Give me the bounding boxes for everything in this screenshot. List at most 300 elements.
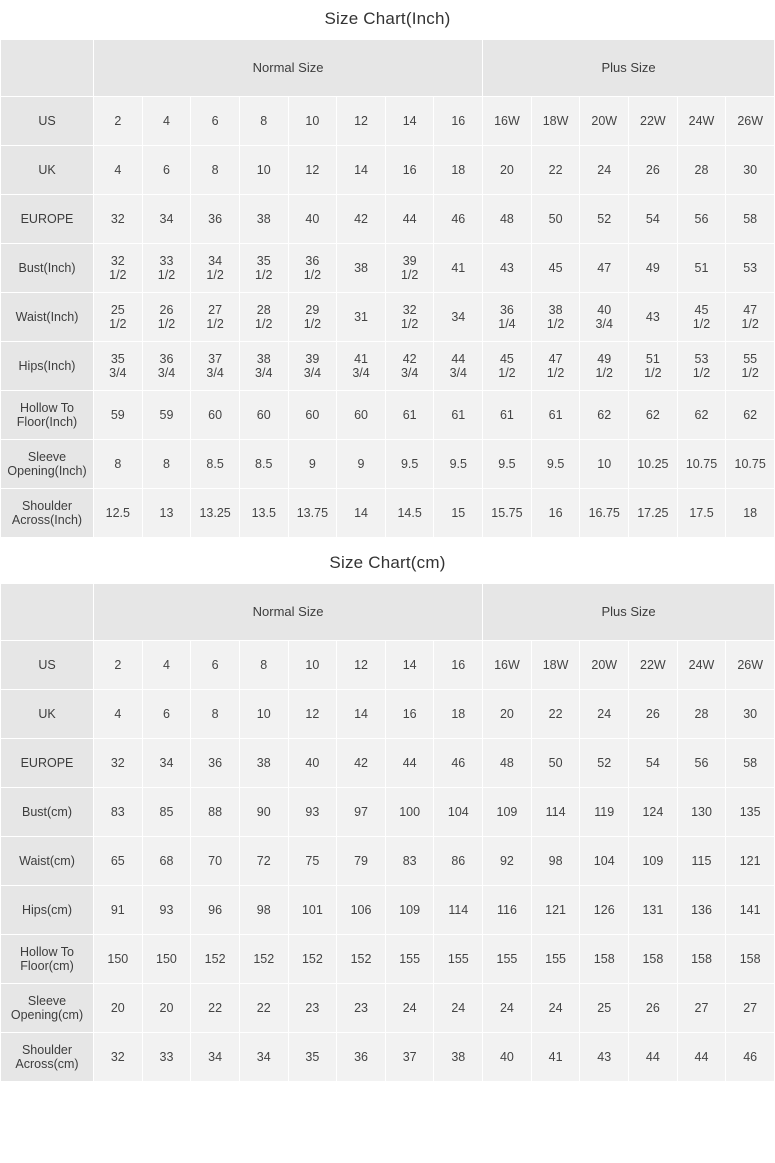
table-cell: 36 1/4 bbox=[483, 293, 532, 342]
table-cell: 62 bbox=[580, 391, 629, 440]
table-cell: 39 3/4 bbox=[288, 342, 337, 391]
table-cell: 8.5 bbox=[239, 440, 288, 489]
row-header: Hollow To Floor(cm) bbox=[1, 935, 94, 984]
table-cell: 37 3/4 bbox=[191, 342, 240, 391]
table-cell: 61 bbox=[434, 391, 483, 440]
table-cell: 8 bbox=[191, 146, 240, 195]
table-cell: 9.5 bbox=[531, 440, 580, 489]
table-cell: 40 bbox=[483, 1033, 532, 1082]
row-header: UK bbox=[1, 690, 94, 739]
table-cell: 16 bbox=[385, 690, 434, 739]
table-cell: 58 bbox=[726, 739, 775, 788]
row-header: Sleeve Opening(Inch) bbox=[1, 440, 94, 489]
table-cell: 43 bbox=[629, 293, 678, 342]
table-cell: 18W bbox=[531, 641, 580, 690]
table-cell: 36 bbox=[337, 1033, 386, 1082]
table-cell: 126 bbox=[580, 886, 629, 935]
table-cell: 26W bbox=[726, 641, 775, 690]
table-cell: 98 bbox=[531, 837, 580, 886]
table-cell: 60 bbox=[191, 391, 240, 440]
table-cell: 124 bbox=[629, 788, 678, 837]
table-cell: 12.5 bbox=[94, 489, 143, 538]
table-cell: 56 bbox=[677, 739, 726, 788]
table-cell: 4 bbox=[142, 641, 191, 690]
table-cell: 39 1/2 bbox=[385, 244, 434, 293]
table-cell: 97 bbox=[337, 788, 386, 837]
table-cell: 26 1/2 bbox=[142, 293, 191, 342]
table-cell: 115 bbox=[677, 837, 726, 886]
table-cell: 42 bbox=[337, 195, 386, 244]
table-cell: 59 bbox=[94, 391, 143, 440]
row-header: Waist(cm) bbox=[1, 837, 94, 886]
table-cell: 109 bbox=[483, 788, 532, 837]
table-cell: 60 bbox=[337, 391, 386, 440]
table-cell: 8 bbox=[142, 440, 191, 489]
table-cell: 47 1/2 bbox=[531, 342, 580, 391]
table-cell: 158 bbox=[580, 935, 629, 984]
table-cell: 98 bbox=[239, 886, 288, 935]
table-cell: 131 bbox=[629, 886, 678, 935]
table-cell: 36 3/4 bbox=[142, 342, 191, 391]
table-cell: 32 1/2 bbox=[385, 293, 434, 342]
table-cell: 33 1/2 bbox=[142, 244, 191, 293]
table-cell: 34 bbox=[191, 1033, 240, 1082]
table-cell: 27 1/2 bbox=[191, 293, 240, 342]
table-cell: 25 1/2 bbox=[94, 293, 143, 342]
table-cell: 30 bbox=[726, 146, 775, 195]
table-cell: 33 bbox=[142, 1033, 191, 1082]
table-cell: 114 bbox=[434, 886, 483, 935]
table-cell: 34 bbox=[239, 1033, 288, 1082]
table-cell: 42 3/4 bbox=[385, 342, 434, 391]
table-row bbox=[1, 935, 775, 984]
table-cell: 14 bbox=[385, 641, 434, 690]
table-cell: 41 bbox=[531, 1033, 580, 1082]
table-cell: 51 1/2 bbox=[629, 342, 678, 391]
table-row bbox=[1, 489, 775, 538]
table-cell: 14.5 bbox=[385, 489, 434, 538]
table-cell: 24W bbox=[677, 641, 726, 690]
table-cell: 18 bbox=[434, 146, 483, 195]
table-cell: 10.75 bbox=[726, 440, 775, 489]
table-cell: 35 3/4 bbox=[94, 342, 143, 391]
table-cell: 9.5 bbox=[434, 440, 483, 489]
table-cell: 51 bbox=[677, 244, 726, 293]
table-cell: 14 bbox=[337, 690, 386, 739]
table-cell: 13.5 bbox=[239, 489, 288, 538]
table-cell: 83 bbox=[385, 837, 434, 886]
table-cell: 86 bbox=[434, 837, 483, 886]
table-cell: 22 bbox=[531, 146, 580, 195]
table-cell: 24 bbox=[483, 984, 532, 1033]
table-row bbox=[1, 739, 775, 788]
table-cell: 26 bbox=[629, 984, 678, 1033]
table-cell: 152 bbox=[239, 935, 288, 984]
table-cell: 40 bbox=[288, 195, 337, 244]
table-cell: 93 bbox=[288, 788, 337, 837]
table-cell: 24W bbox=[677, 97, 726, 146]
table-cell: 32 bbox=[94, 1033, 143, 1082]
table-cell: 158 bbox=[726, 935, 775, 984]
table-cell: 12 bbox=[288, 690, 337, 739]
table-cell: 20 bbox=[483, 690, 532, 739]
table-cell: 116 bbox=[483, 886, 532, 935]
table-row bbox=[1, 837, 775, 886]
table-cell: 8 bbox=[239, 97, 288, 146]
table-cell: 44 bbox=[385, 195, 434, 244]
table-cell: 4 bbox=[142, 97, 191, 146]
table-cell: 37 bbox=[385, 1033, 434, 1082]
table-cell: 16.75 bbox=[580, 489, 629, 538]
table-cell: 16 bbox=[434, 641, 483, 690]
table-cell: 22 bbox=[239, 984, 288, 1033]
table-cell: 109 bbox=[629, 837, 678, 886]
table-cell: 22 bbox=[531, 690, 580, 739]
table-group-header-row bbox=[1, 40, 775, 97]
table-cell: 152 bbox=[337, 935, 386, 984]
table-row bbox=[1, 690, 775, 739]
table-cell: 47 1/2 bbox=[726, 293, 775, 342]
table-cell: 10 bbox=[239, 690, 288, 739]
table-cell: 60 bbox=[288, 391, 337, 440]
table-cell: 61 bbox=[531, 391, 580, 440]
table-cell: 41 3/4 bbox=[337, 342, 386, 391]
row-header: EUROPE bbox=[1, 739, 94, 788]
row-header: Shoulder Across(Inch) bbox=[1, 489, 94, 538]
table-cell: 68 bbox=[142, 837, 191, 886]
size-chart-table bbox=[0, 39, 775, 538]
table-cell: 12 bbox=[288, 146, 337, 195]
table-row bbox=[1, 293, 775, 342]
row-header: UK bbox=[1, 146, 94, 195]
table-cell: 40 3/4 bbox=[580, 293, 629, 342]
table-cell: 34 1/2 bbox=[191, 244, 240, 293]
table-cell: 23 bbox=[337, 984, 386, 1033]
table-cell: 45 1/2 bbox=[483, 342, 532, 391]
row-header: Waist(Inch) bbox=[1, 293, 94, 342]
table-cell: 9.5 bbox=[483, 440, 532, 489]
table-cell: 54 bbox=[629, 739, 678, 788]
table-cell: 18 bbox=[726, 489, 775, 538]
row-header: Bust(Inch) bbox=[1, 244, 94, 293]
table-cell: 25 bbox=[580, 984, 629, 1033]
table-cell: 24 bbox=[580, 146, 629, 195]
table-cell: 155 bbox=[483, 935, 532, 984]
table-row bbox=[1, 342, 775, 391]
table-cell: 42 bbox=[337, 739, 386, 788]
table-cell: 27 bbox=[726, 984, 775, 1033]
table-cell: 31 bbox=[337, 293, 386, 342]
table-cell: 70 bbox=[191, 837, 240, 886]
table-cell: 114 bbox=[531, 788, 580, 837]
table-cell: 59 bbox=[142, 391, 191, 440]
table-cell: 62 bbox=[726, 391, 775, 440]
table-cell: 20 bbox=[142, 984, 191, 1033]
row-header: Shoulder Across(cm) bbox=[1, 1033, 94, 1082]
table-cell: 61 bbox=[385, 391, 434, 440]
table-cell: 24 bbox=[580, 690, 629, 739]
table-cell: 20 bbox=[94, 984, 143, 1033]
table-cell: 9 bbox=[337, 440, 386, 489]
table-cell: 14 bbox=[337, 146, 386, 195]
table-cell: 4 bbox=[94, 146, 143, 195]
table-row bbox=[1, 440, 775, 489]
table-cell: 10 bbox=[239, 146, 288, 195]
table-cell: 23 bbox=[288, 984, 337, 1033]
table-cell: 46 bbox=[434, 195, 483, 244]
table-cell: 13 bbox=[142, 489, 191, 538]
table-cell: 28 bbox=[677, 690, 726, 739]
table-row bbox=[1, 984, 775, 1033]
table-corner-cell bbox=[1, 40, 94, 97]
table-cell: 12 bbox=[337, 97, 386, 146]
table-cell: 65 bbox=[94, 837, 143, 886]
table-row bbox=[1, 1033, 775, 1082]
table-group-header: Normal Size bbox=[94, 40, 483, 97]
row-header: Hips(cm) bbox=[1, 886, 94, 935]
table-cell: 45 bbox=[531, 244, 580, 293]
table-cell: 22W bbox=[629, 641, 678, 690]
table-cell: 20W bbox=[580, 97, 629, 146]
table-cell: 14 bbox=[337, 489, 386, 538]
table-cell: 47 bbox=[580, 244, 629, 293]
table-cell: 152 bbox=[191, 935, 240, 984]
table-cell: 155 bbox=[434, 935, 483, 984]
table-cell: 10.25 bbox=[629, 440, 678, 489]
table-cell: 52 bbox=[580, 195, 629, 244]
table-cell: 48 bbox=[483, 195, 532, 244]
table-cell: 14 bbox=[385, 97, 434, 146]
table-cell: 18 bbox=[434, 690, 483, 739]
table-cell: 12 bbox=[337, 641, 386, 690]
table-cell: 13.25 bbox=[191, 489, 240, 538]
table-cell: 16 bbox=[385, 146, 434, 195]
table-cell: 34 bbox=[142, 195, 191, 244]
table-cell: 8 bbox=[191, 690, 240, 739]
table-cell: 15 bbox=[434, 489, 483, 538]
table-cell: 50 bbox=[531, 739, 580, 788]
row-header: Hollow To Floor(Inch) bbox=[1, 391, 94, 440]
table-cell: 26 bbox=[629, 690, 678, 739]
row-header: Hips(Inch) bbox=[1, 342, 94, 391]
table-cell: 10 bbox=[580, 440, 629, 489]
table-cell: 38 bbox=[337, 244, 386, 293]
table-cell: 119 bbox=[580, 788, 629, 837]
table-cell: 46 bbox=[434, 739, 483, 788]
table-cell: 44 bbox=[677, 1033, 726, 1082]
table-cell: 45 1/2 bbox=[677, 293, 726, 342]
table-cell: 22W bbox=[629, 97, 678, 146]
table-cell: 16W bbox=[483, 641, 532, 690]
table-cell: 17.25 bbox=[629, 489, 678, 538]
size-chart-section bbox=[0, 0, 775, 538]
table-cell: 26 bbox=[629, 146, 678, 195]
table-row bbox=[1, 391, 775, 440]
table-cell: 32 bbox=[94, 195, 143, 244]
table-cell: 43 bbox=[580, 1033, 629, 1082]
table-cell: 75 bbox=[288, 837, 337, 886]
table-cell: 2 bbox=[94, 97, 143, 146]
table-cell: 2 bbox=[94, 641, 143, 690]
table-row bbox=[1, 195, 775, 244]
table-cell: 44 3/4 bbox=[434, 342, 483, 391]
table-row bbox=[1, 641, 775, 690]
table-cell: 6 bbox=[142, 146, 191, 195]
table-cell: 54 bbox=[629, 195, 678, 244]
table-cell: 60 bbox=[239, 391, 288, 440]
table-cell: 38 bbox=[239, 195, 288, 244]
table-cell: 20W bbox=[580, 641, 629, 690]
table-cell: 85 bbox=[142, 788, 191, 837]
table-cell: 83 bbox=[94, 788, 143, 837]
table-cell: 8.5 bbox=[191, 440, 240, 489]
table-cell: 48 bbox=[483, 739, 532, 788]
table-cell: 49 bbox=[629, 244, 678, 293]
table-cell: 24 bbox=[434, 984, 483, 1033]
table-cell: 104 bbox=[580, 837, 629, 886]
table-cell: 49 1/2 bbox=[580, 342, 629, 391]
table-cell: 6 bbox=[142, 690, 191, 739]
table-cell: 101 bbox=[288, 886, 337, 935]
table-row bbox=[1, 97, 775, 146]
table-group-header-row bbox=[1, 584, 775, 641]
table-cell: 150 bbox=[94, 935, 143, 984]
table-cell: 9 bbox=[288, 440, 337, 489]
table-cell: 46 bbox=[726, 1033, 775, 1082]
table-cell: 152 bbox=[288, 935, 337, 984]
table-cell: 22 bbox=[191, 984, 240, 1033]
table-cell: 62 bbox=[629, 391, 678, 440]
table-group-header: Plus Size bbox=[483, 584, 775, 641]
row-header: Sleeve Opening(cm) bbox=[1, 984, 94, 1033]
table-cell: 53 bbox=[726, 244, 775, 293]
table-cell: 91 bbox=[94, 886, 143, 935]
table-cell: 158 bbox=[629, 935, 678, 984]
table-cell: 141 bbox=[726, 886, 775, 935]
table-cell: 10.75 bbox=[677, 440, 726, 489]
table-cell: 28 1/2 bbox=[239, 293, 288, 342]
row-header: US bbox=[1, 97, 94, 146]
table-cell: 72 bbox=[239, 837, 288, 886]
table-cell: 8 bbox=[239, 641, 288, 690]
table-row bbox=[1, 146, 775, 195]
table-cell: 16W bbox=[483, 97, 532, 146]
table-cell: 32 1/2 bbox=[94, 244, 143, 293]
table-cell: 27 bbox=[677, 984, 726, 1033]
table-cell: 62 bbox=[677, 391, 726, 440]
table-cell: 9.5 bbox=[385, 440, 434, 489]
table-cell: 16 bbox=[531, 489, 580, 538]
table-cell: 44 bbox=[629, 1033, 678, 1082]
table-cell: 15.75 bbox=[483, 489, 532, 538]
size-chart-section bbox=[0, 544, 775, 1082]
table-cell: 10 bbox=[288, 97, 337, 146]
table-cell: 79 bbox=[337, 837, 386, 886]
table-cell: 24 bbox=[531, 984, 580, 1033]
table-cell: 26W bbox=[726, 97, 775, 146]
table-cell: 96 bbox=[191, 886, 240, 935]
table-row bbox=[1, 886, 775, 935]
table-cell: 155 bbox=[385, 935, 434, 984]
table-cell: 61 bbox=[483, 391, 532, 440]
table-cell: 36 bbox=[191, 195, 240, 244]
table-cell: 109 bbox=[385, 886, 434, 935]
table-cell: 53 1/2 bbox=[677, 342, 726, 391]
table-cell: 88 bbox=[191, 788, 240, 837]
row-header: EUROPE bbox=[1, 195, 94, 244]
table-cell: 30 bbox=[726, 690, 775, 739]
table-row bbox=[1, 244, 775, 293]
table-cell: 93 bbox=[142, 886, 191, 935]
table-cell: 36 1/2 bbox=[288, 244, 337, 293]
table-cell: 38 1/2 bbox=[531, 293, 580, 342]
table-cell: 130 bbox=[677, 788, 726, 837]
table-corner-cell bbox=[1, 584, 94, 641]
table-cell: 16 bbox=[434, 97, 483, 146]
table-cell: 56 bbox=[677, 195, 726, 244]
table-cell: 6 bbox=[191, 641, 240, 690]
table-cell: 6 bbox=[191, 97, 240, 146]
table-cell: 17.5 bbox=[677, 489, 726, 538]
table-group-header: Normal Size bbox=[94, 584, 483, 641]
table-cell: 43 bbox=[483, 244, 532, 293]
table-cell: 40 bbox=[288, 739, 337, 788]
table-cell: 41 bbox=[434, 244, 483, 293]
table-cell: 13.75 bbox=[288, 489, 337, 538]
table-cell: 10 bbox=[288, 641, 337, 690]
table-group-header: Plus Size bbox=[483, 40, 775, 97]
row-header: Bust(cm) bbox=[1, 788, 94, 837]
table-cell: 135 bbox=[726, 788, 775, 837]
chart-title: Size Chart(Inch) bbox=[0, 0, 775, 39]
table-cell: 106 bbox=[337, 886, 386, 935]
table-cell: 121 bbox=[726, 837, 775, 886]
table-cell: 34 bbox=[434, 293, 483, 342]
table-cell: 38 bbox=[239, 739, 288, 788]
table-row bbox=[1, 788, 775, 837]
table-cell: 34 bbox=[142, 739, 191, 788]
table-cell: 32 bbox=[94, 739, 143, 788]
table-cell: 28 bbox=[677, 146, 726, 195]
table-cell: 90 bbox=[239, 788, 288, 837]
table-cell: 8 bbox=[94, 440, 143, 489]
table-cell: 20 bbox=[483, 146, 532, 195]
table-cell: 150 bbox=[142, 935, 191, 984]
table-cell: 4 bbox=[94, 690, 143, 739]
table-cell: 158 bbox=[677, 935, 726, 984]
table-cell: 35 bbox=[288, 1033, 337, 1082]
table-cell: 44 bbox=[385, 739, 434, 788]
table-cell: 29 1/2 bbox=[288, 293, 337, 342]
row-header: US bbox=[1, 641, 94, 690]
size-chart-table bbox=[0, 583, 775, 1082]
table-cell: 155 bbox=[531, 935, 580, 984]
table-cell: 55 1/2 bbox=[726, 342, 775, 391]
table-cell: 92 bbox=[483, 837, 532, 886]
table-cell: 52 bbox=[580, 739, 629, 788]
table-cell: 50 bbox=[531, 195, 580, 244]
table-cell: 136 bbox=[677, 886, 726, 935]
table-cell: 121 bbox=[531, 886, 580, 935]
table-cell: 35 1/2 bbox=[239, 244, 288, 293]
table-cell: 18W bbox=[531, 97, 580, 146]
chart-title: Size Chart(cm) bbox=[0, 544, 775, 583]
table-cell: 58 bbox=[726, 195, 775, 244]
table-cell: 104 bbox=[434, 788, 483, 837]
table-cell: 100 bbox=[385, 788, 434, 837]
table-cell: 24 bbox=[385, 984, 434, 1033]
table-cell: 38 3/4 bbox=[239, 342, 288, 391]
